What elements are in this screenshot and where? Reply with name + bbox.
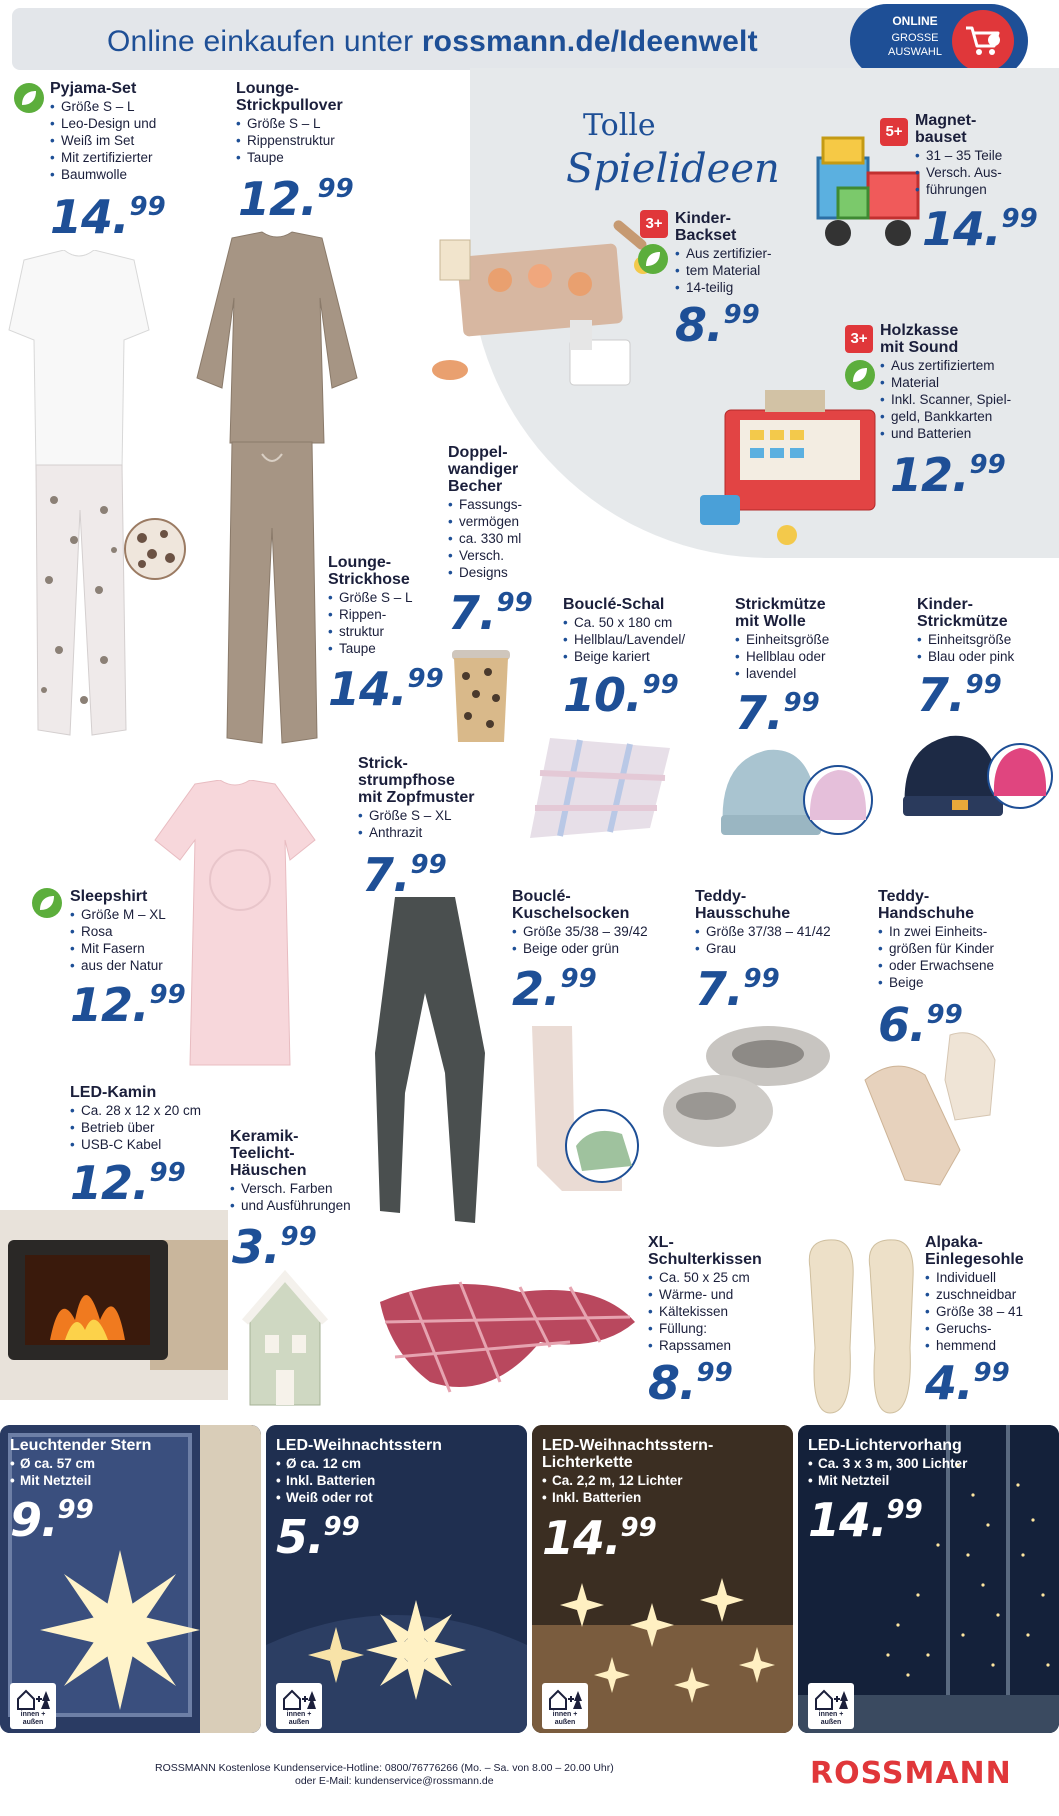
price-euros: 2. — [512, 962, 560, 1016]
product-lounge-strickhose[interactable] — [328, 554, 438, 657]
price-euros: 9. — [10, 1493, 58, 1547]
product-title-line: Strickpullover — [236, 97, 343, 114]
top-banner — [12, 8, 972, 70]
product-features — [236, 115, 376, 166]
product-title-line: Kuschelsocken — [512, 905, 630, 922]
product-title-line: Kinder- — [675, 210, 731, 227]
feature-item: • Größe 35/38 – 39/42 — [512, 923, 662, 940]
price-euros: 14. — [542, 1511, 621, 1565]
feature-item: • Ca. 2,2 m, 12 Lichter — [542, 1472, 683, 1489]
feature-item: • Designs — [448, 564, 548, 581]
product-title — [448, 444, 548, 495]
price-cents: 99 — [323, 1512, 360, 1542]
feature-item: • und Batterien — [880, 425, 1050, 442]
panel-led-lichterkette[interactable] — [532, 1425, 793, 1733]
panel-leuchtender-stern[interactable] — [0, 1425, 261, 1733]
sleepshirt-image — [150, 780, 320, 1070]
product-title-line: Häuschen — [230, 1162, 307, 1179]
product-title: Bouclé-Schal — [563, 596, 665, 613]
price-euros: 5. — [276, 1510, 324, 1564]
feature-item: • Taupe — [236, 149, 376, 166]
product-lounge-pullover[interactable] — [236, 80, 376, 166]
product-einlegesohle[interactable] — [925, 1234, 1055, 1354]
icon-label-line: außen — [820, 1719, 842, 1726]
becher-image — [446, 646, 516, 746]
product-schulterkissen[interactable] — [648, 1234, 788, 1354]
product-teddy-handschuhe[interactable] — [878, 888, 1048, 991]
feature-item: • Betrieb über — [70, 1119, 240, 1136]
product-features — [675, 245, 810, 296]
product-features — [448, 496, 548, 581]
feature-item: • Blau oder pink — [917, 648, 1057, 665]
price-cents: 99 — [723, 300, 760, 330]
eco-leaf-icon — [14, 83, 44, 113]
price-euros: 7. — [362, 848, 410, 902]
product-teddy-hausschuhe[interactable] — [695, 888, 845, 957]
product-title-line: Doppel- — [448, 444, 508, 461]
feature-item: • Ø ca. 12 cm — [276, 1455, 375, 1472]
feature-item: • Wärme- und — [648, 1286, 788, 1303]
panel-price — [808, 1493, 923, 1547]
feature-item: • geld, Bankkarten — [880, 408, 1050, 425]
feature-item: • Rippen- — [328, 606, 438, 623]
product-features — [358, 807, 498, 841]
product-holzkasse[interactable] — [880, 322, 1050, 442]
product-led-kamin[interactable] — [70, 1084, 240, 1153]
price-cents: 99 — [696, 1358, 733, 1388]
feature-item: • Geruchs- — [925, 1320, 1055, 1337]
icon-label-line: außen — [22, 1719, 44, 1726]
price-euros: 3. — [232, 1220, 280, 1274]
icon-label-line: außen — [288, 1719, 310, 1726]
eco-leaf-icon — [638, 244, 668, 274]
panel-title: LED-Weihnachtsstern — [276, 1437, 442, 1454]
feature-item: • Versch. — [448, 547, 548, 564]
lounge-pullover-image — [192, 228, 362, 448]
feature-item: • Weiß im Set — [50, 132, 200, 149]
price-cents: 99 — [280, 1222, 317, 1252]
price-euros: 7. — [695, 962, 743, 1016]
product-kuschelsocken[interactable] — [512, 888, 662, 957]
feature-item: • Anthrazit — [358, 824, 498, 841]
product-title-line: mit Sound — [880, 339, 959, 356]
feature-item: • Füllung: — [648, 1320, 788, 1337]
panel-price — [542, 1511, 657, 1565]
price-holzkasse — [890, 448, 1006, 502]
price-euros: 7. — [917, 668, 965, 722]
feature-item: • Größe S – XL — [358, 807, 498, 824]
feature-item: • Versch. Aus- — [915, 164, 1045, 181]
panel-features — [808, 1455, 967, 1489]
strickmuetze-image — [718, 740, 878, 850]
price-boucle-schal — [563, 668, 679, 722]
product-title-line: mit Wolle — [735, 613, 806, 630]
product-features — [230, 1180, 380, 1214]
feature-item: • Größe S – L — [50, 98, 200, 115]
product-title-line: Handschuhe — [878, 905, 975, 922]
price-euros: 14. — [922, 202, 1001, 256]
feature-item: • Einheitsgröße — [917, 631, 1057, 648]
price-euros: 12. — [890, 448, 969, 502]
price-einlegesohle — [925, 1356, 1010, 1410]
feature-item: • Hellblau oder — [735, 648, 865, 665]
product-title: Pyjama-Set — [50, 80, 137, 97]
product-kinder-strickmuetze[interactable] — [917, 596, 1057, 665]
feature-item: • ca. 330 ml — [448, 530, 548, 547]
feature-item: • Grau — [695, 940, 845, 957]
product-title — [880, 322, 1050, 356]
price-cents: 99 — [965, 670, 1002, 700]
age-badge-3-plus: 3+ — [845, 325, 873, 353]
price-lounge-strickhose — [328, 662, 444, 716]
feature-item: • Größe 38 – 41 — [925, 1303, 1055, 1320]
feature-item: • Rosa — [70, 923, 200, 940]
panel-led-weihnachtsstern[interactable] — [266, 1425, 527, 1733]
price-cents: 99 — [57, 1495, 94, 1525]
price-euros: 8. — [648, 1356, 696, 1410]
strickstrumpfhose-image — [365, 893, 505, 1228]
feature-item: • Beige — [878, 974, 1048, 991]
feature-item: • Rippenstruktur — [236, 132, 376, 149]
product-features — [563, 614, 708, 665]
product-features — [695, 923, 845, 957]
feature-item: • Größe S – L — [328, 589, 438, 606]
feature-item: • Weiß oder rot — [276, 1489, 375, 1506]
product-title-line: Strick- — [358, 755, 408, 772]
feature-item: • Aus zertifizier- — [675, 245, 810, 262]
lounge-strickhose-image — [222, 438, 322, 748]
feature-item: • vermögen — [448, 513, 548, 530]
feature-item: • Aus zertifiziertem — [880, 357, 1050, 374]
product-features — [878, 923, 1048, 991]
feature-item: • lavendel — [735, 665, 865, 682]
kuschelsocken-image — [522, 1016, 642, 1196]
product-title-line: Backset — [675, 227, 737, 244]
teelicht-haeuschen-image — [240, 1270, 330, 1410]
feature-item: • Inkl. Batterien — [542, 1489, 683, 1506]
feature-item: • Baumwolle — [50, 166, 200, 183]
product-features — [915, 147, 1045, 198]
product-title-line: wandiger — [448, 461, 519, 478]
feature-item: • Mit zertifizierter — [50, 149, 200, 166]
feature-item: • 14-teilig — [675, 279, 810, 296]
indoor-outdoor-icon — [542, 1683, 588, 1729]
feature-item: • struktur — [328, 623, 438, 640]
indoor-outdoor-label — [10, 1711, 56, 1727]
product-title-line: Becher — [448, 478, 503, 495]
price-magnetbauset — [922, 202, 1038, 256]
product-features — [648, 1269, 788, 1354]
feature-item: • Fassungs- — [448, 496, 548, 513]
panel-features — [542, 1472, 683, 1506]
product-title — [925, 1234, 1055, 1268]
product-title-line: Schulterkissen — [648, 1251, 762, 1268]
panel-title — [542, 1437, 713, 1471]
product-title — [917, 596, 1057, 630]
price-euros: 8. — [675, 298, 723, 352]
panel-title: Leuchtender Stern — [10, 1437, 152, 1454]
feature-item: • Größe S – L — [236, 115, 376, 132]
product-title-line: Hausschuhe — [695, 905, 791, 922]
product-title — [236, 80, 376, 114]
feature-item: • und Ausführungen — [230, 1197, 380, 1214]
feature-item: • Ca. 50 x 25 cm — [648, 1269, 788, 1286]
feature-item: • oder Erwachsene — [878, 957, 1048, 974]
panel-title: LED-Lichtervorhang — [808, 1437, 962, 1454]
product-title-line: bauset — [915, 129, 967, 146]
product-title-line: Einlegesohle — [925, 1251, 1024, 1268]
banner-text[interactable] — [107, 25, 758, 59]
toy-section-subtitle: Spielideen — [566, 146, 780, 192]
panel-price — [276, 1510, 360, 1564]
indoor-outdoor-label — [276, 1711, 322, 1727]
product-features — [917, 631, 1057, 665]
panel-title-line: LED-Weihnachtsstern- — [542, 1437, 714, 1454]
product-title-line: Teddy- — [695, 888, 747, 905]
indoor-outdoor-icon — [10, 1683, 56, 1729]
footer-email[interactable]: oder E-Mail: kundenservice@rossmann.de — [295, 1775, 494, 1787]
feature-item: • Ø ca. 57 cm — [10, 1455, 95, 1472]
product-title — [512, 888, 662, 922]
product-title-line: XL- — [648, 1234, 674, 1251]
product-features — [735, 631, 865, 682]
price-euros: 12. — [70, 1156, 149, 1210]
product-features — [880, 357, 1050, 442]
price-euros: 10. — [563, 668, 642, 722]
price-becher — [448, 586, 533, 640]
product-title — [735, 596, 865, 630]
product-title — [230, 1128, 380, 1179]
product-title-line: mit Zopfmuster — [358, 789, 475, 806]
product-title-line: Strickhose — [328, 571, 410, 588]
panel-features — [10, 1455, 95, 1489]
price-cents: 99 — [317, 174, 354, 204]
product-title-line: Teelicht- — [230, 1145, 295, 1162]
eco-leaf-icon — [32, 888, 62, 918]
price-kinder-backset — [675, 298, 760, 352]
price-strickmuetze — [735, 686, 820, 740]
banner-text-prefix: Online einkaufen unter — [107, 25, 422, 58]
price-kuschelsocken — [512, 962, 597, 1016]
feature-item: • Rapssamen — [648, 1337, 788, 1354]
price-cents: 99 — [926, 1000, 963, 1030]
leo-pattern-detail-image — [124, 518, 186, 580]
feature-item: • Einheitsgröße — [735, 631, 865, 648]
panel-price — [10, 1493, 94, 1547]
product-features — [70, 1102, 240, 1153]
price-euros: 14. — [808, 1493, 887, 1547]
product-title — [695, 888, 845, 922]
feature-item: • tem Material — [675, 262, 810, 279]
price-cents: 99 — [886, 1495, 923, 1525]
price-cents: 99 — [1001, 204, 1038, 234]
product-title-line: Alpaka- — [925, 1234, 983, 1251]
price-euros: 4. — [925, 1356, 973, 1410]
product-features — [925, 1269, 1055, 1354]
rossmann-logo[interactable]: ROSSMANN — [810, 1756, 1012, 1791]
magnetbauset-image — [808, 128, 928, 268]
product-title — [328, 554, 438, 588]
price-pyjama — [50, 190, 166, 244]
indoor-outdoor-label — [542, 1711, 588, 1727]
feature-item: • Hellblau/Lavendel/ — [563, 631, 708, 648]
feature-item: • Größe M – XL — [70, 906, 200, 923]
price-lounge-pullover — [238, 172, 354, 226]
product-magnetbauset[interactable] — [915, 112, 1045, 198]
product-title — [358, 755, 498, 806]
badge-line-auswahl: AUSWAHL — [888, 46, 942, 58]
kinder-backset-image — [420, 210, 665, 400]
product-strickstrumpfhose[interactable] — [358, 755, 498, 841]
boucle-schal-image — [520, 728, 680, 858]
price-cents: 99 — [410, 850, 447, 880]
teddy-handschuhe-image — [855, 1020, 1005, 1190]
indoor-outdoor-icon — [808, 1683, 854, 1729]
price-euros: 7. — [448, 586, 496, 640]
product-features — [512, 923, 662, 957]
kinder-strickmuetze-image — [900, 726, 1055, 831]
feature-item: • Inkl. Scanner, Spiel- — [880, 391, 1050, 408]
product-title-line: Lounge- — [328, 554, 392, 571]
product-title-line: Keramik- — [230, 1128, 299, 1145]
feature-item: • Kältekissen — [648, 1303, 788, 1320]
online-shop-badge[interactable] — [850, 4, 1028, 78]
product-features — [328, 589, 438, 657]
icon-label-line: innen + — [286, 1711, 312, 1718]
panel-title-line: Lichterkette — [542, 1454, 633, 1471]
feature-item: • USB-C Kabel — [70, 1136, 240, 1153]
price-cents: 99 — [496, 588, 533, 618]
product-title — [675, 210, 810, 244]
price-cents: 99 — [642, 670, 679, 700]
einlegesohle-image — [795, 1238, 925, 1418]
price-teddy-hausschuhe — [695, 962, 780, 1016]
price-led-kamin — [70, 1156, 186, 1210]
feature-item: • In zwei Einheits- — [878, 923, 1048, 940]
product-title-line: Kinder- — [917, 596, 973, 613]
product-title: LED-Kamin — [70, 1084, 157, 1101]
icon-label-line: außen — [554, 1719, 576, 1726]
badge-line-online: ONLINE — [892, 14, 938, 28]
product-title — [915, 112, 1045, 146]
price-kinder-strickmuetze — [917, 668, 1002, 722]
panel-features — [276, 1455, 375, 1506]
price-cents: 99 — [129, 192, 166, 222]
feature-item: • Größe 37/38 – 41/42 — [695, 923, 845, 940]
price-schulterkissen — [648, 1356, 733, 1410]
product-title-line: Strickmütze — [735, 596, 826, 613]
holzkasse-image — [695, 380, 890, 550]
price-euros: 12. — [70, 978, 149, 1032]
product-title-line: Lounge- — [236, 80, 300, 97]
price-cents: 99 — [560, 964, 597, 994]
feature-item: • zuschneidbar — [925, 1286, 1055, 1303]
footer — [0, 1750, 1059, 1816]
shopping-cart-icon[interactable] — [952, 10, 1014, 72]
footer-hotline: ROSSMANN Kostenlose Kundenservice-Hotline: 0800/76776266 (Mo. – Sa. von 8.00 – 20.00 Uhr) — [155, 1762, 614, 1774]
price-cents: 99 — [620, 1513, 657, 1543]
feature-item: • Ca. 50 x 180 cm — [563, 614, 708, 631]
age-badge-3-plus: 3+ — [640, 210, 668, 238]
product-title-line: Magnet- — [915, 112, 977, 129]
schulterkissen-image — [370, 1262, 640, 1412]
feature-item: • Beige kariert — [563, 648, 708, 665]
product-boucle-schal[interactable] — [563, 596, 708, 665]
feature-item: • führungen — [915, 181, 1045, 198]
feature-item: • hemmend — [925, 1337, 1055, 1354]
product-title — [648, 1234, 788, 1268]
price-cents: 99 — [783, 688, 820, 718]
badge-line-grosse: GROSSE — [891, 32, 939, 44]
price-cents: 99 — [969, 450, 1006, 480]
price-cents: 99 — [973, 1358, 1010, 1388]
product-title-line: Holzkasse — [880, 322, 959, 339]
product-teelicht-haeuschen[interactable] — [230, 1128, 380, 1214]
product-title-line: Bouclé- — [512, 888, 571, 905]
product-title-line: strumpfhose — [358, 772, 455, 789]
indoor-outdoor-icon — [276, 1683, 322, 1729]
feature-item: • Mit Fasern — [70, 940, 200, 957]
feature-item: • Material — [880, 374, 1050, 391]
product-kinder-backset[interactable] — [675, 210, 810, 296]
product-strickmuetze[interactable] — [735, 596, 865, 682]
feature-item: • größen für Kinder — [878, 940, 1048, 957]
feature-item: • Mit Netzteil — [808, 1472, 967, 1489]
product-pyjama-set[interactable] — [50, 80, 200, 183]
price-cents: 99 — [407, 664, 444, 694]
product-title-line: Strickmütze — [917, 613, 1008, 630]
price-cents: 99 — [743, 964, 780, 994]
led-kamin-image — [0, 1210, 228, 1400]
panel-led-lichtervorhang[interactable] — [798, 1425, 1059, 1733]
price-cents: 99 — [149, 980, 186, 1010]
feature-item: • Versch. Farben — [230, 1180, 380, 1197]
feature-item: • Beige oder grün — [512, 940, 662, 957]
feature-item: • Leo-Design und — [50, 115, 200, 132]
price-euros: 6. — [878, 998, 926, 1052]
price-euros: 7. — [735, 686, 783, 740]
age-badge-5-plus: 5+ — [880, 118, 908, 146]
price-euros: 14. — [328, 662, 407, 716]
teddy-hausschuhe-image — [658, 1016, 838, 1156]
price-cents: 99 — [149, 1158, 186, 1188]
toy-section-title: Tolle — [583, 108, 656, 143]
product-title: Sleepshirt — [70, 888, 148, 905]
feature-item: • Individuell — [925, 1269, 1055, 1286]
icon-label-line: innen + — [20, 1711, 46, 1718]
pyjama-image — [4, 250, 154, 750]
icon-label-line: innen + — [552, 1711, 578, 1718]
product-title-line: Teddy- — [878, 888, 930, 905]
product-features — [50, 98, 200, 183]
price-teelicht-haeuschen — [232, 1220, 317, 1274]
banner-url[interactable]: rossmann.de/Ideenwelt — [421, 25, 758, 58]
product-becher[interactable] — [448, 444, 548, 581]
price-euros: 12. — [238, 172, 317, 226]
feature-item: • Ca. 3 x 3 m, 300 Lichter — [808, 1455, 967, 1472]
feature-item: • Mit Netzteil — [10, 1472, 95, 1489]
icon-label-line: innen + — [818, 1711, 844, 1718]
product-title — [878, 888, 1048, 922]
feature-item: • aus der Natur — [70, 957, 200, 974]
indoor-outdoor-label — [808, 1711, 854, 1727]
feature-item: • Ca. 28 x 12 x 20 cm — [70, 1102, 240, 1119]
feature-item: • Inkl. Batterien — [276, 1472, 375, 1489]
feature-item: • Taupe — [328, 640, 438, 657]
feature-item: • 31 – 35 Teile — [915, 147, 1045, 164]
price-euros: 14. — [50, 190, 129, 244]
